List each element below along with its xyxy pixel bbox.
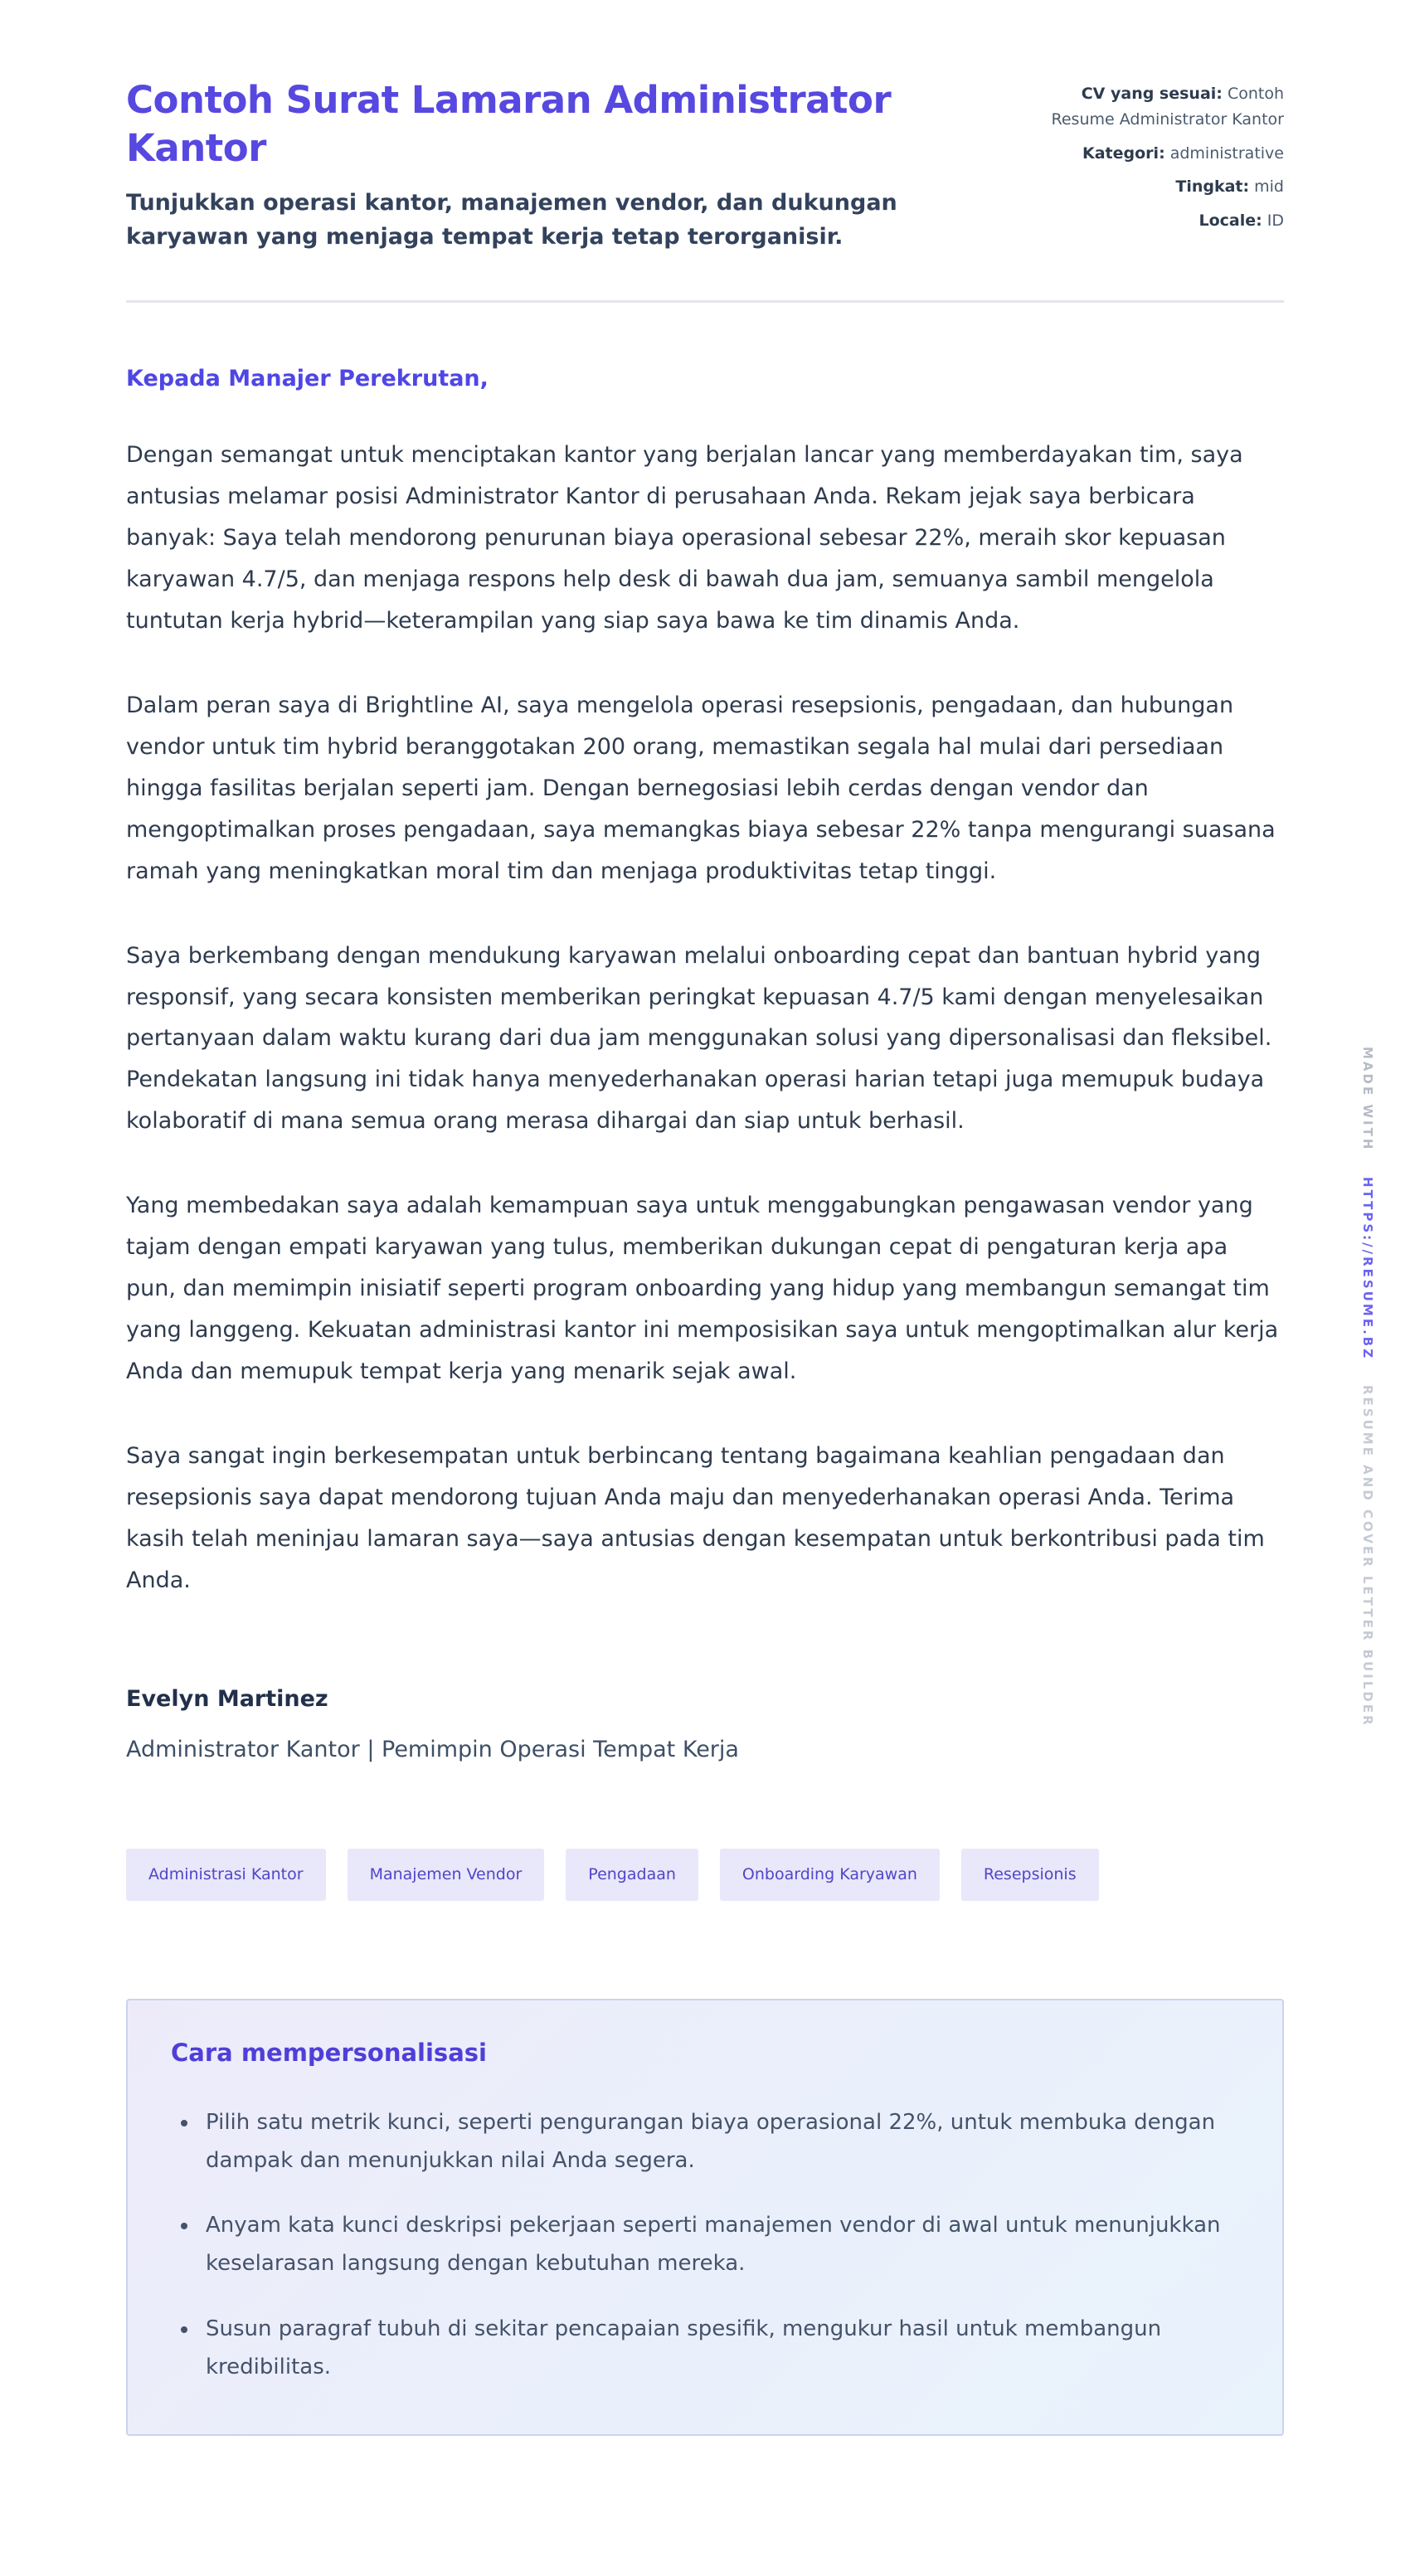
page-title: Contoh Surat Lamaran Administrator Kantor <box>126 78 892 170</box>
header-divider <box>126 300 1284 303</box>
tips-heading: Cara mempersonalisasi <box>171 2038 487 2067</box>
meta-locale <box>1025 208 1284 234</box>
watermark-link[interactable]: HTTPS://RESUME.BZ <box>1360 1176 1375 1360</box>
watermark-suffix: RESUME AND COVER LETTER BUILDER <box>1360 1384 1375 1728</box>
watermark-prefix: MADE WITH <box>1360 1047 1375 1152</box>
meta-matching-resume <box>1025 81 1284 133</box>
letter-paragraph: Dengan semangat untuk menciptakan kantor yang berjalan lancar yang memberdayakan tim, saya antusias melamar posisi Administrator Kantor di perusahaan Anda. Rekam jejak saya berbicara banyak: Saya telah mendorong penurunan biaya operasional sebesar 22%, meraih skor kepuasan karyawan 4.7/5, dan menjaga respons help desk di bawah dua jam, semuanya sambil mengelola tuntutan kerja hybrid—keterampilan yang siap saya bawa ke tim dinamis Anda. <box>126 442 1243 634</box>
tag-resepsionis[interactable]: Resepsionis <box>961 1849 1099 1901</box>
page-header <box>126 76 1284 254</box>
meta-value: Contoh Resume Administrator Kantor <box>1051 85 1284 129</box>
tip-item: • Anyam kata kunci deskripsi pekerjaan seperti manajemen vendor di awal untuk menunjukkan keselarasan langsung dengan kebutuhan mereka. <box>199 2206 1239 2283</box>
tips-list <box>171 2103 1239 2387</box>
meta-value: ID <box>1262 211 1284 231</box>
header-title-block <box>126 76 980 254</box>
meta-value: mid <box>1249 177 1284 197</box>
meta-level <box>1025 174 1284 200</box>
meta-label: Kategori: <box>1082 143 1165 163</box>
letter-paragraph: Saya sangat ingin berkesempatan untuk berbincang tentang bagaimana keahlian pengadaan dan resepsionis saya dapat mendorong tujuan Anda maju dan menyederhanakan operasi Anda. Terima kasih telah meninjau lamaran saya—saya antusias dengan kesempatan untuk berkontribusi pada tim Anda. <box>126 1442 1265 1593</box>
tag-pengadaan[interactable]: Pengadaan <box>566 1849 698 1901</box>
tag-administrasi-kantor[interactable]: Administrasi Kantor <box>126 1849 326 1901</box>
meta-panel <box>1025 76 1284 242</box>
letter-greeting: Kepada Manajer Perekrutan, <box>126 366 489 392</box>
skill-tags <box>126 1849 1284 1901</box>
meta-label: CV yang sesuai: <box>1081 85 1223 103</box>
letter-paragraph: Yang membedakan saya adalah kemampuan saya untuk menggabungkan pengawasan vendor yang tajam dengan empati karyawan yang tulus, memberikan dukungan cepat di pengaturan kerja apa pun, dan memimpin inisiatif seperti program onboarding yang hidup yang membangun semangat tim yang langgeng. Kekuatan administrasi kantor ini memposisikan saya untuk mengoptimalkan alur kerja Anda dan memupuk tempat kerja yang menarik sejak awal. <box>126 1193 1279 1384</box>
letter-paragraph: Saya berkembang dengan mendukung karyawan melalui onboarding cepat dan bantuan hybrid yang responsif, yang secara konsisten memberikan peringkat kepuasan 4.7/5 kami dengan menyelesaikan pertanyaan dalam waktu kurang dari dua jam menggunakan solusi yang dipersonalisasi dan fleksibel. Pendekatan langsung ini tidak hanya menyederhanakan operasi harian tetapi juga memupuk budaya kolaboratif di mana semua orang merasa dihargai dan siap untuk berhasil. <box>126 942 1272 1135</box>
made-with-watermark <box>1360 1047 1375 1728</box>
tip-item: • Pilih satu metrik kunci, seperti pengurangan biaya operasional 22%, untuk membuka dengan dampak dan menunjukkan nilai Anda segera. <box>199 2103 1239 2180</box>
signature-role: Administrator Kantor | Pemimpin Operasi Tempat Kerja <box>126 1736 739 1762</box>
letter-body <box>126 366 1284 1762</box>
meta-value: administrative <box>1164 143 1284 163</box>
meta-label: Tingkat: <box>1175 177 1250 197</box>
tag-onboarding-karyawan[interactable]: Onboarding Karyawan <box>720 1849 940 1901</box>
page-subtitle: Tunjukkan operasi kantor, manajemen vendor, dan dukungan karyawan yang menjaga tempat kerja tetap terorganisir. <box>126 190 897 250</box>
signature-name: Evelyn Martinez <box>126 1685 328 1712</box>
meta-label: Locale: <box>1198 211 1262 231</box>
tip-item: • Susun paragraf tubuh di sekitar pencapaian spesifik, mengukur hasil untuk membangun kredibilitas. <box>199 2310 1239 2387</box>
letter-paragraph: Dalam peran saya di Brightline AI, saya mengelola operasi resepsionis, pengadaan, dan hubungan vendor untuk tim hybrid beranggotakan 200 orang, memastikan segala hal mulai dari persediaan hingga fasilitas berjalan seperti jam. Dengan bernegosiasi lebih cerdas dengan vendor dan mengoptimalkan proses pengadaan, saya memangkas biaya sebesar 22% tanpa mengurangi suasana ramah yang meningkatkan moral tim dan menjaga produktivitas tetap tinggi. <box>126 692 1276 884</box>
tag-manajemen-vendor[interactable]: Manajemen Vendor <box>348 1849 545 1901</box>
personalization-tips-callout <box>126 1999 1284 2437</box>
meta-category <box>1025 141 1284 167</box>
